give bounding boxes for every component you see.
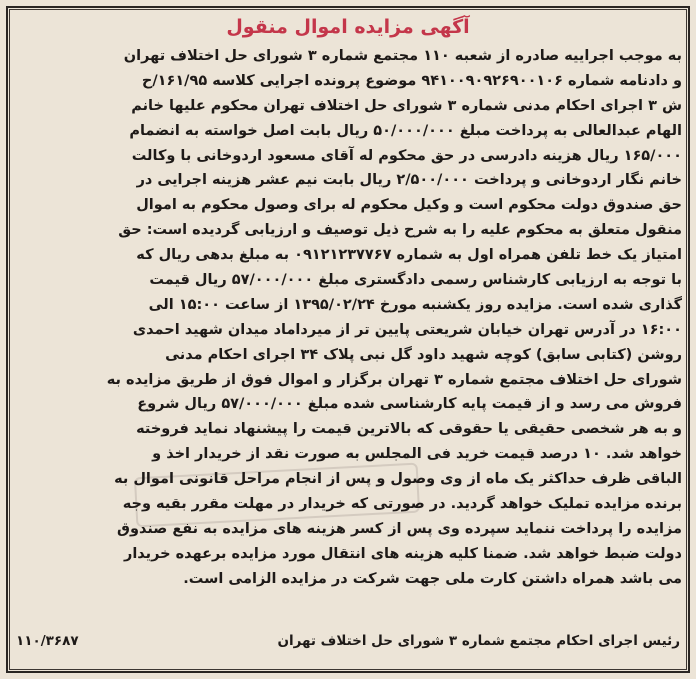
notice-line: فروش می رسد و از قیمت پایه کارشناسی شده مبلغ ۵۷/۰۰۰/۰۰۰ ریال شروع [137,396,682,413]
notice-line: خانم نگار اردوخانی و پرداخت ۲/۵۰۰/۰۰۰ ریال بابت نیم عشر هزینه اجرایی در [136,172,682,189]
notice-line: گذاری شده است. مزایده روز یکشنبه مورخ ۱۳۹۵/۰۲/۲۴ از ساعت ۱۵:۰۰ الی [148,296,682,313]
notice-line: منقول متعلق به محکوم علیه را به شرح ذیل توصیف و ارزیابی گردیده است: حق [118,222,682,239]
notice-line: می باشد همراه داشتن کارت ملی جهت شرکت در مزایده الزامی است. [183,570,682,587]
notice-line: ش ۳ اجرای احکام مدنی شماره ۳ شورای حل اختلاف تهران محکوم علیها خانم [131,97,682,114]
notice-line: خواهد شد. ۱۰ درصد قیمت خرید فی المجلس به صورت نقد از خریدار اخذ و [152,446,682,463]
notice-line: ۱۶۵/۰۰۰ ریال هزینه دادرسی در حق محکوم له آقای مسعود اردوخانی با وکالت [131,147,682,164]
notice-line: به موجب اجراییه صادره از شعبه ۱۱۰ مجتمع شماره ۳ شورای حل اختلاف تهران [123,48,682,64]
notice-line: الهام عبدالعالی به پرداخت مبلغ ۵۰/۰۰۰/۰۰۰ ریال بابت اصل خواسته به انضمام [129,122,682,139]
signature-line: رئیس اجرای احکام مجتمع شماره ۳ شورای حل اختلاف تهران [277,633,680,649]
notice-body [14,44,682,592]
notice-line: و به هر شخصی حقیقی یا حقوقی که بالاترین قیمت را پیشنهاد نماید فروخته [136,421,682,438]
notice-line: و دادنامه شماره ۹۴۱۰۰۹۰۹۲۶۹۰۰۱۰۶ موضوع پرونده اجرایی کلاسه ۱۶۱/۹۵/ح [141,72,682,89]
notice-line: با توجه به ارزیابی کارشناس رسمی دادگستری مبلغ ۵۷/۰۰۰/۰۰۰ ریال قیمت [149,272,682,289]
notice-line: حق صندوق دولت محکوم است و وکیل محکوم له برای وصول محکوم به اموال [136,197,682,214]
notice-line: روشن (کتابی سابق) کوچه شهید داود گل نبی پلاک ۳۴ اجرای احکام مدنی [165,346,682,363]
notice-line: امتیاز یک خط تلفن همراه اول به شماره ۰۹۱۲۱۲۳۷۷۶۷ به مبلغ بدهی ریال که [136,247,682,264]
notice-line: الباقی ظرف حداکثر یک ماه از وی وصول و پس از انجام مراحل قانونی اموال به [114,471,682,488]
notice-line: برنده مزایده تملیک خواهد گردید. در صورتی که خریدار در مهلت مقرر بقیه وجه [122,496,682,513]
notice-line: شورای حل اختلاف مجتمع شماره ۳ تهران برگزار و اموال فوق از طریق مزایده به [106,371,682,388]
notice-line: مزایده را پرداخت ننماید سپرده وی پس از کسر هزینه های مزایده به نفع صندوق [116,520,682,537]
reference-code: ۱۱۰/۳۶۸۷ [16,633,79,649]
notice-title: آگهی مزایده اموال منقول [226,16,470,38]
notice-line: ۱۶:۰۰ در آدرس تهران خیابان شریعتی پایین تر از میرداماد میدان شهید احمدی [132,321,682,338]
notice-line: دولت ضبط خواهد شد. ضمنا کلیه هزینه های انتقال مورد مزایده برعهده خریدار [123,545,682,562]
notice-footer [14,633,682,655]
